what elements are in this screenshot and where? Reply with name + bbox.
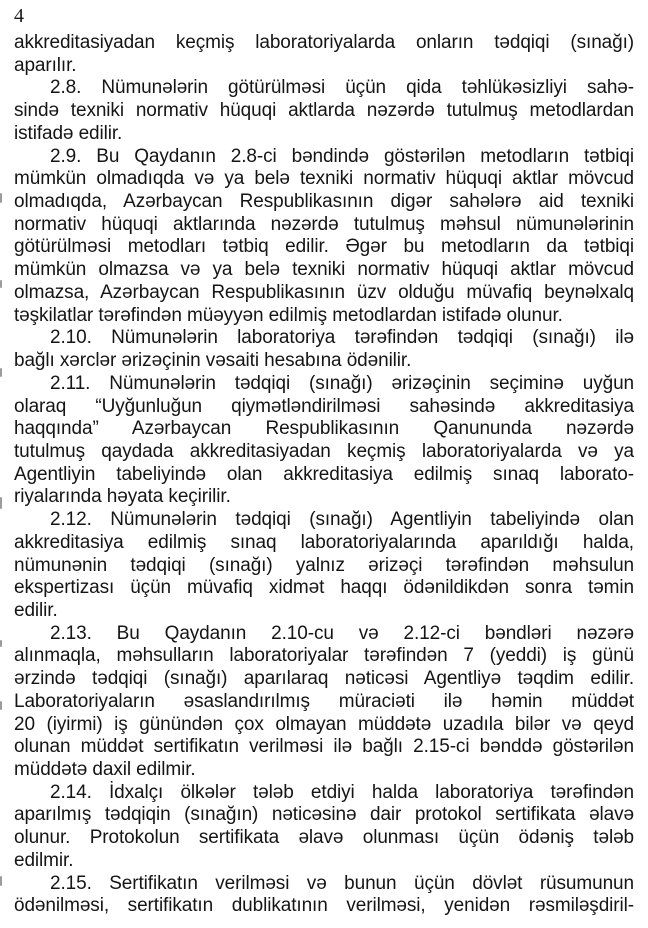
paragraph-continuation: [14, 32, 634, 77]
paragraph-2-12: [14, 509, 634, 623]
text-line: olunur. Protokolun sertifikata əlavə olunması üçün ödəniş tələb: [14, 827, 634, 849]
paragraph-2-10: [14, 327, 634, 372]
text-line: bağlı xərclər ərizəçinin vəsaiti hesabına ödənilir.: [14, 350, 412, 372]
text-line: edilmir.: [14, 849, 74, 871]
paragraph-2-15: [14, 873, 634, 918]
text-line: mümkün olmadıqda və ya belə texniki normativ hüquqi aktlar mövcud: [14, 168, 634, 190]
document-body: [14, 32, 634, 918]
text-line: olunan müddət sertifikatın verilməsi ilə bağlı 2.15-ci bənddə göstərilən: [14, 736, 634, 758]
text-line: tutulmuş qaydada akkreditasiyadan keçmiş laboratoriyalarda və ya: [14, 440, 634, 462]
text-line: 2.9. Bu Qaydanın 2.8-ci bəndində göstərilən metodların tətbiqi: [50, 145, 634, 167]
text-line: akkreditasiya edilmiş sınaq laboratoriyalarında aparıldığı halda,: [14, 531, 634, 553]
paragraph-2-9: [14, 146, 634, 328]
text-line: mümkün olmazsa və ya belə texniki normativ hüquqi aktlar mövcud: [14, 259, 634, 281]
text-line: götürülməsi metodları tətbiq edilir. Əgər bu metodların da tətbiqi: [14, 236, 634, 258]
text-line: edilir.: [14, 599, 58, 621]
scan-artifact: [0, 368, 2, 377]
text-line: 2.14. İdxalçı ölkələr tələb etdiyi halda laboratoriya tərəfindən: [50, 781, 634, 803]
scan-artifact: [0, 701, 2, 710]
text-line: 2.8. Nümunələrin götürülməsi üçün qida təhlükəsizliyi sahə-: [50, 77, 634, 99]
text-line: normativ hüquqi aktlarında nəzərdə tutulmuş məhsul nümunələrinin: [14, 213, 634, 235]
text-line: sində texniki normativ hüquqi aktlarda nəzərdə tutulmuş metodlardan: [14, 100, 634, 122]
text-line: müddətə daxil edilmir.: [14, 759, 196, 780]
scan-artifact: [0, 193, 2, 203]
scan-artifact: [0, 640, 2, 647]
text-line: aparılır.: [14, 54, 77, 76]
text-line: olaraq “Uyğunluğun qiymətləndirilməsi sahəsində akkreditasiya: [14, 395, 634, 417]
text-line: 2.12. Nümunələrin tədqiqi (sınağı) Agentliyin tabeliyində olan: [50, 509, 634, 531]
text-line: 2.11. Nümunələrin tədqiqi (sınağı) ərizəçinin seçiminə uyğun: [50, 372, 634, 394]
text-line: nümunənin tədqiqi (sınağı) yalnız ərizəçi tərəfindən məhsulun: [14, 554, 634, 576]
scan-artifact: [0, 497, 2, 509]
scan-artifact: [0, 280, 2, 288]
text-line: 20 (iyirmi) iş günündən çox olmayan müddətə uzadıla bilər və qeyd: [14, 713, 634, 735]
text-line: ekspertizası üçün müvafiq xidmət haqqı ödənildikdən sonra təmin: [14, 577, 634, 599]
text-line: akkreditasiyadan keçmiş laboratoriyalarda onların tədqiqi (sınağı): [14, 32, 634, 53]
text-line: alınmaqla, məhsulların laboratoriyalar tərəfindən 7 (yeddi) iş günü: [14, 645, 634, 667]
text-line: olmazsa, Azərbaycan Respublikasının üzv olduğu müvafiq beynəlxalq: [14, 281, 634, 303]
paragraph-2-8: [14, 77, 634, 145]
text-line: 2.15. Sertifikatın verilməsi və bunun üçün dövlət rüsumunun: [50, 872, 634, 894]
scan-artifact: [0, 876, 2, 886]
text-line: 2.10. Nümunələrin laboratoriya tərəfindən tədqiqi (sınağı) ilə: [50, 327, 634, 349]
text-line: 2.13. Bu Qaydanın 2.10-cu və 2.12-ci bəndləri nəzərə: [50, 622, 634, 644]
text-line: aparılmış tədqiqin (sınağın) nəticəsinə dair protokol sertifikata əlavə: [14, 804, 634, 826]
text-line: təşkilatlar tərəfindən müəyyən edilmiş metodlardan istifadə olunur.: [14, 304, 563, 326]
text-line: ərzində tədqiqi (sınağı) aparılaraq nəticəsi Agentliyə təqdim edilir.: [14, 668, 634, 690]
text-line: Laboratoriyaların əsaslandırılmış müraciəti ilə həmin müddət: [14, 690, 634, 712]
paragraph-2-11: [14, 373, 634, 509]
text-line: haqqında” Azərbaycan Respublikasının Qanununda nəzərdə: [14, 418, 634, 440]
page-number: 4: [14, 5, 24, 27]
text-line: Agentliyin tabeliyində olan akkreditasiya edilmiş sınaq laborato-: [14, 463, 634, 485]
text-line: istifadə edilir.: [14, 122, 123, 144]
text-line: riyalarında həyata keçirilir.: [14, 486, 231, 508]
text-line: olmadıqda, Azərbaycan Respublikasının digər sahələrə aid texniki: [14, 191, 634, 213]
text-line: ödənilməsi, sertifikatın dublikatının verilməsi, yenidən rəsmiləşdiril-: [14, 895, 634, 917]
paragraph-2-14: [14, 782, 634, 873]
paragraph-2-13: [14, 623, 634, 782]
